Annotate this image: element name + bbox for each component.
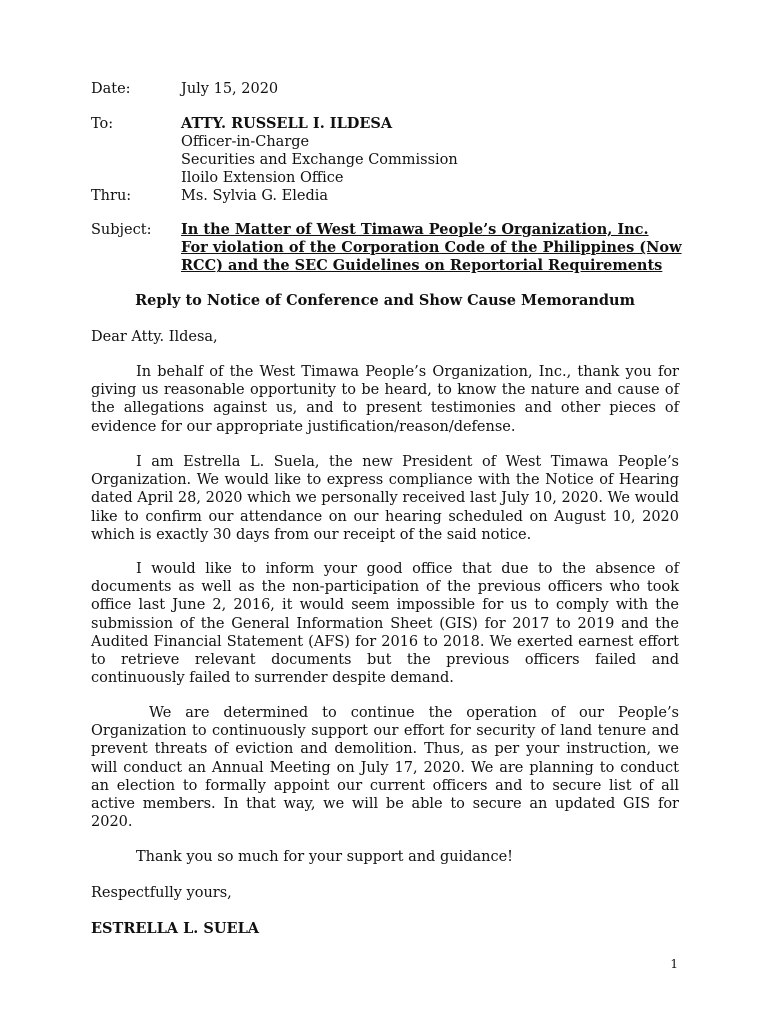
recipient-title: Officer-in-Charge	[181, 134, 310, 150]
subject-line-1: In the Matter of West Timawa People’s Organization, Inc.	[181, 221, 649, 238]
recipient-office: Iloilo Extension Office	[181, 170, 344, 186]
thru-label: Thru:	[91, 188, 132, 204]
paragraph-5: Thank you so much for your support and guidance!	[136, 849, 513, 865]
to-label: To:	[91, 116, 114, 132]
paragraph-1: In behalf of the West Timawa People’s Organization, Inc., thank you for giving us reasonable opportunity to be heard, to know the nature and cause of the allegations against us, and to present testimonies and other pieces of evidence for our appropriate justification/reason/defense.	[91, 364, 679, 435]
thru-value: Ms. Sylvia G. Eledia	[181, 188, 329, 204]
closing: Respectfully yours,	[91, 885, 232, 901]
subject-line-3: RCC) and the SEC Guidelines on Reportorial Requirements	[181, 257, 663, 275]
paragraph-3: I would like to inform your good office that due to the absence of documents as well as the non-participation of the previous officers who took office last June 2, 2016, it would seem impossible for us to comply with the submission of the General Information Sheet (GIS) for 2017 to 2019 and the Audited Financial Statement (AFS) for 2016 to 2018. We exerted earnest effort to retrieve relevant documents but the previous officers failed and continuously failed to surrender despite demand.	[91, 561, 679, 687]
subject-line-2: For violation of the Corporation Code of the Philippines (Now	[181, 239, 682, 257]
subject-label: Subject:	[91, 222, 152, 238]
salutation: Dear Atty. Ildesa,	[91, 329, 218, 345]
date-value: July 15, 2020	[181, 81, 279, 97]
recipient-name: ATTY. RUSSELL I. ILDESA	[181, 115, 393, 132]
paragraph-4: We are determined to continue the operation of our People’s Organization to continuously support our effort for security of land tenure and prevent threats of eviction and demolition. Thus, as per your instruction, we will conduct an Annual Meeting on July 17, 2020. We are planning to conduct an election to formally appoint our current officers and to secure list of all active members. In that way, we will be able to secure an updated GIS for 2020.	[91, 705, 679, 831]
page-number: 1	[670, 957, 678, 971]
document-heading: Reply to Notice of Conference and Show Cause Memorandum	[135, 292, 635, 309]
recipient-organization: Securities and Exchange Commission	[181, 152, 458, 168]
subject-block	[181, 221, 682, 276]
paragraph-2: I am Estrella L. Suela, the new President of West Timawa People’s Organization. We would like to express compliance with the Notice of Hearing dated April 28, 2020 which we personally received last July 10, 2020. We would like to confirm our attendance on our hearing scheduled on August 10, 2020 which is exactly 30 days from our receipt of the said notice.	[91, 454, 679, 543]
signatory-name: ESTRELLA L. SUELA	[91, 920, 260, 937]
date-label: Date:	[91, 81, 131, 97]
